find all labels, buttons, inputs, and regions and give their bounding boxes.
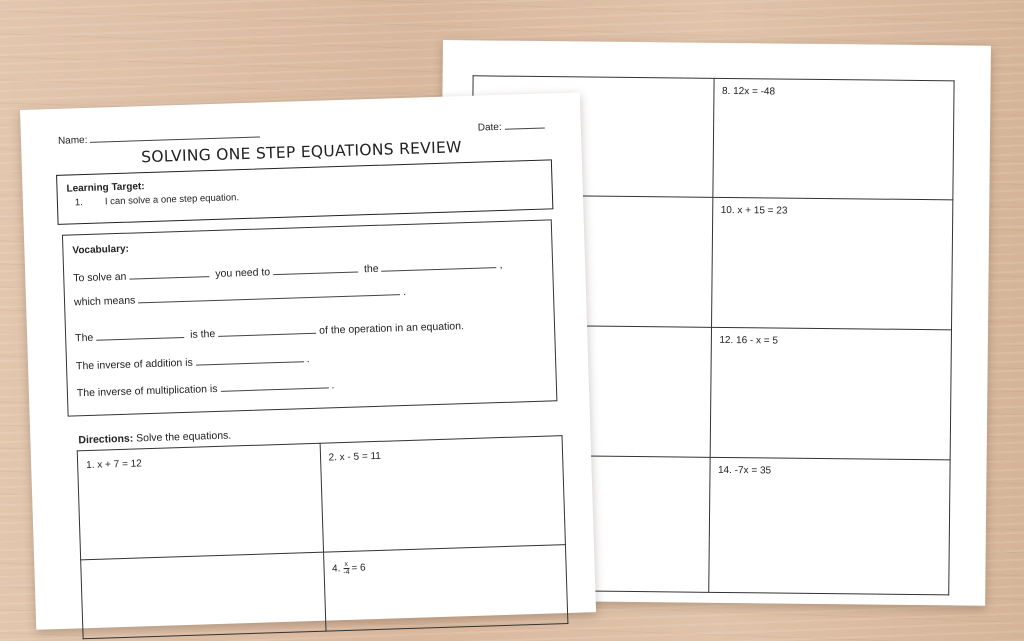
vocab-blank (221, 386, 329, 391)
vocab-text: of the operation in an equation. (319, 320, 465, 337)
vocab-blank (196, 360, 304, 365)
name-field (58, 129, 264, 146)
table-row (81, 545, 568, 639)
fraction (343, 561, 350, 576)
vocab-text: , (499, 258, 503, 272)
name-blank (90, 135, 260, 142)
problem-number: 4. (331, 563, 341, 575)
vocab-text: you need to (215, 266, 271, 280)
problem-cell: 12. 16 - x = 5 (710, 327, 952, 460)
vocab-text: The (75, 331, 94, 345)
fraction-denominator: -4 (343, 568, 350, 577)
date-field (478, 120, 548, 133)
learning-target-text: I can solve a one step equation. (104, 192, 240, 208)
vocab-blank (273, 270, 358, 275)
page-title: SOLVING ONE STEP EQUATIONS REVIEW (140, 138, 462, 167)
vocab-text: is the (189, 327, 216, 341)
vocabulary-heading: Vocabulary: (72, 243, 130, 257)
vocab-text: To solve an (73, 270, 127, 285)
vocab-text: . (331, 379, 335, 392)
vocab-text: the (363, 262, 379, 276)
date-label: Date: (477, 121, 502, 134)
name-label: Name: (57, 134, 88, 147)
directions-label: Directions: (78, 432, 134, 447)
problem-cell (323, 545, 568, 632)
vocab-blank (382, 266, 497, 272)
fraction-numerator: x (344, 560, 349, 569)
problem-cell (81, 552, 326, 639)
vocab-blank (96, 336, 184, 341)
vocab-blank (129, 275, 209, 280)
problem-rhs: = 6 (351, 562, 366, 574)
problem-cell: 2. x - 5 = 11 (320, 436, 566, 553)
problem-cell: 1. x + 7 = 12 (77, 443, 323, 560)
vocab-text: which means (73, 294, 136, 309)
problem-cell: 14. -7x = 35 (708, 457, 950, 595)
problem-cell: 8. 12x = -48 (712, 78, 954, 200)
learning-target-heading: Learning Target: (66, 181, 145, 195)
vocab-text: . (306, 353, 310, 366)
date-blank (505, 127, 545, 130)
problem-cell: 10. x + 15 = 23 (711, 197, 953, 330)
directions (78, 430, 231, 447)
vocab-text: The inverse of addition is (75, 356, 193, 373)
table-row (77, 436, 565, 560)
equation-grid (77, 432, 569, 639)
vocab-blank (218, 332, 316, 337)
vocab-text: . (403, 285, 407, 299)
learning-target-number: 1. (74, 197, 84, 209)
vocab-text: The inverse of multiplication is (76, 382, 218, 400)
worksheet-page-1 (20, 92, 596, 629)
directions-text: Solve the equations. (135, 429, 232, 445)
